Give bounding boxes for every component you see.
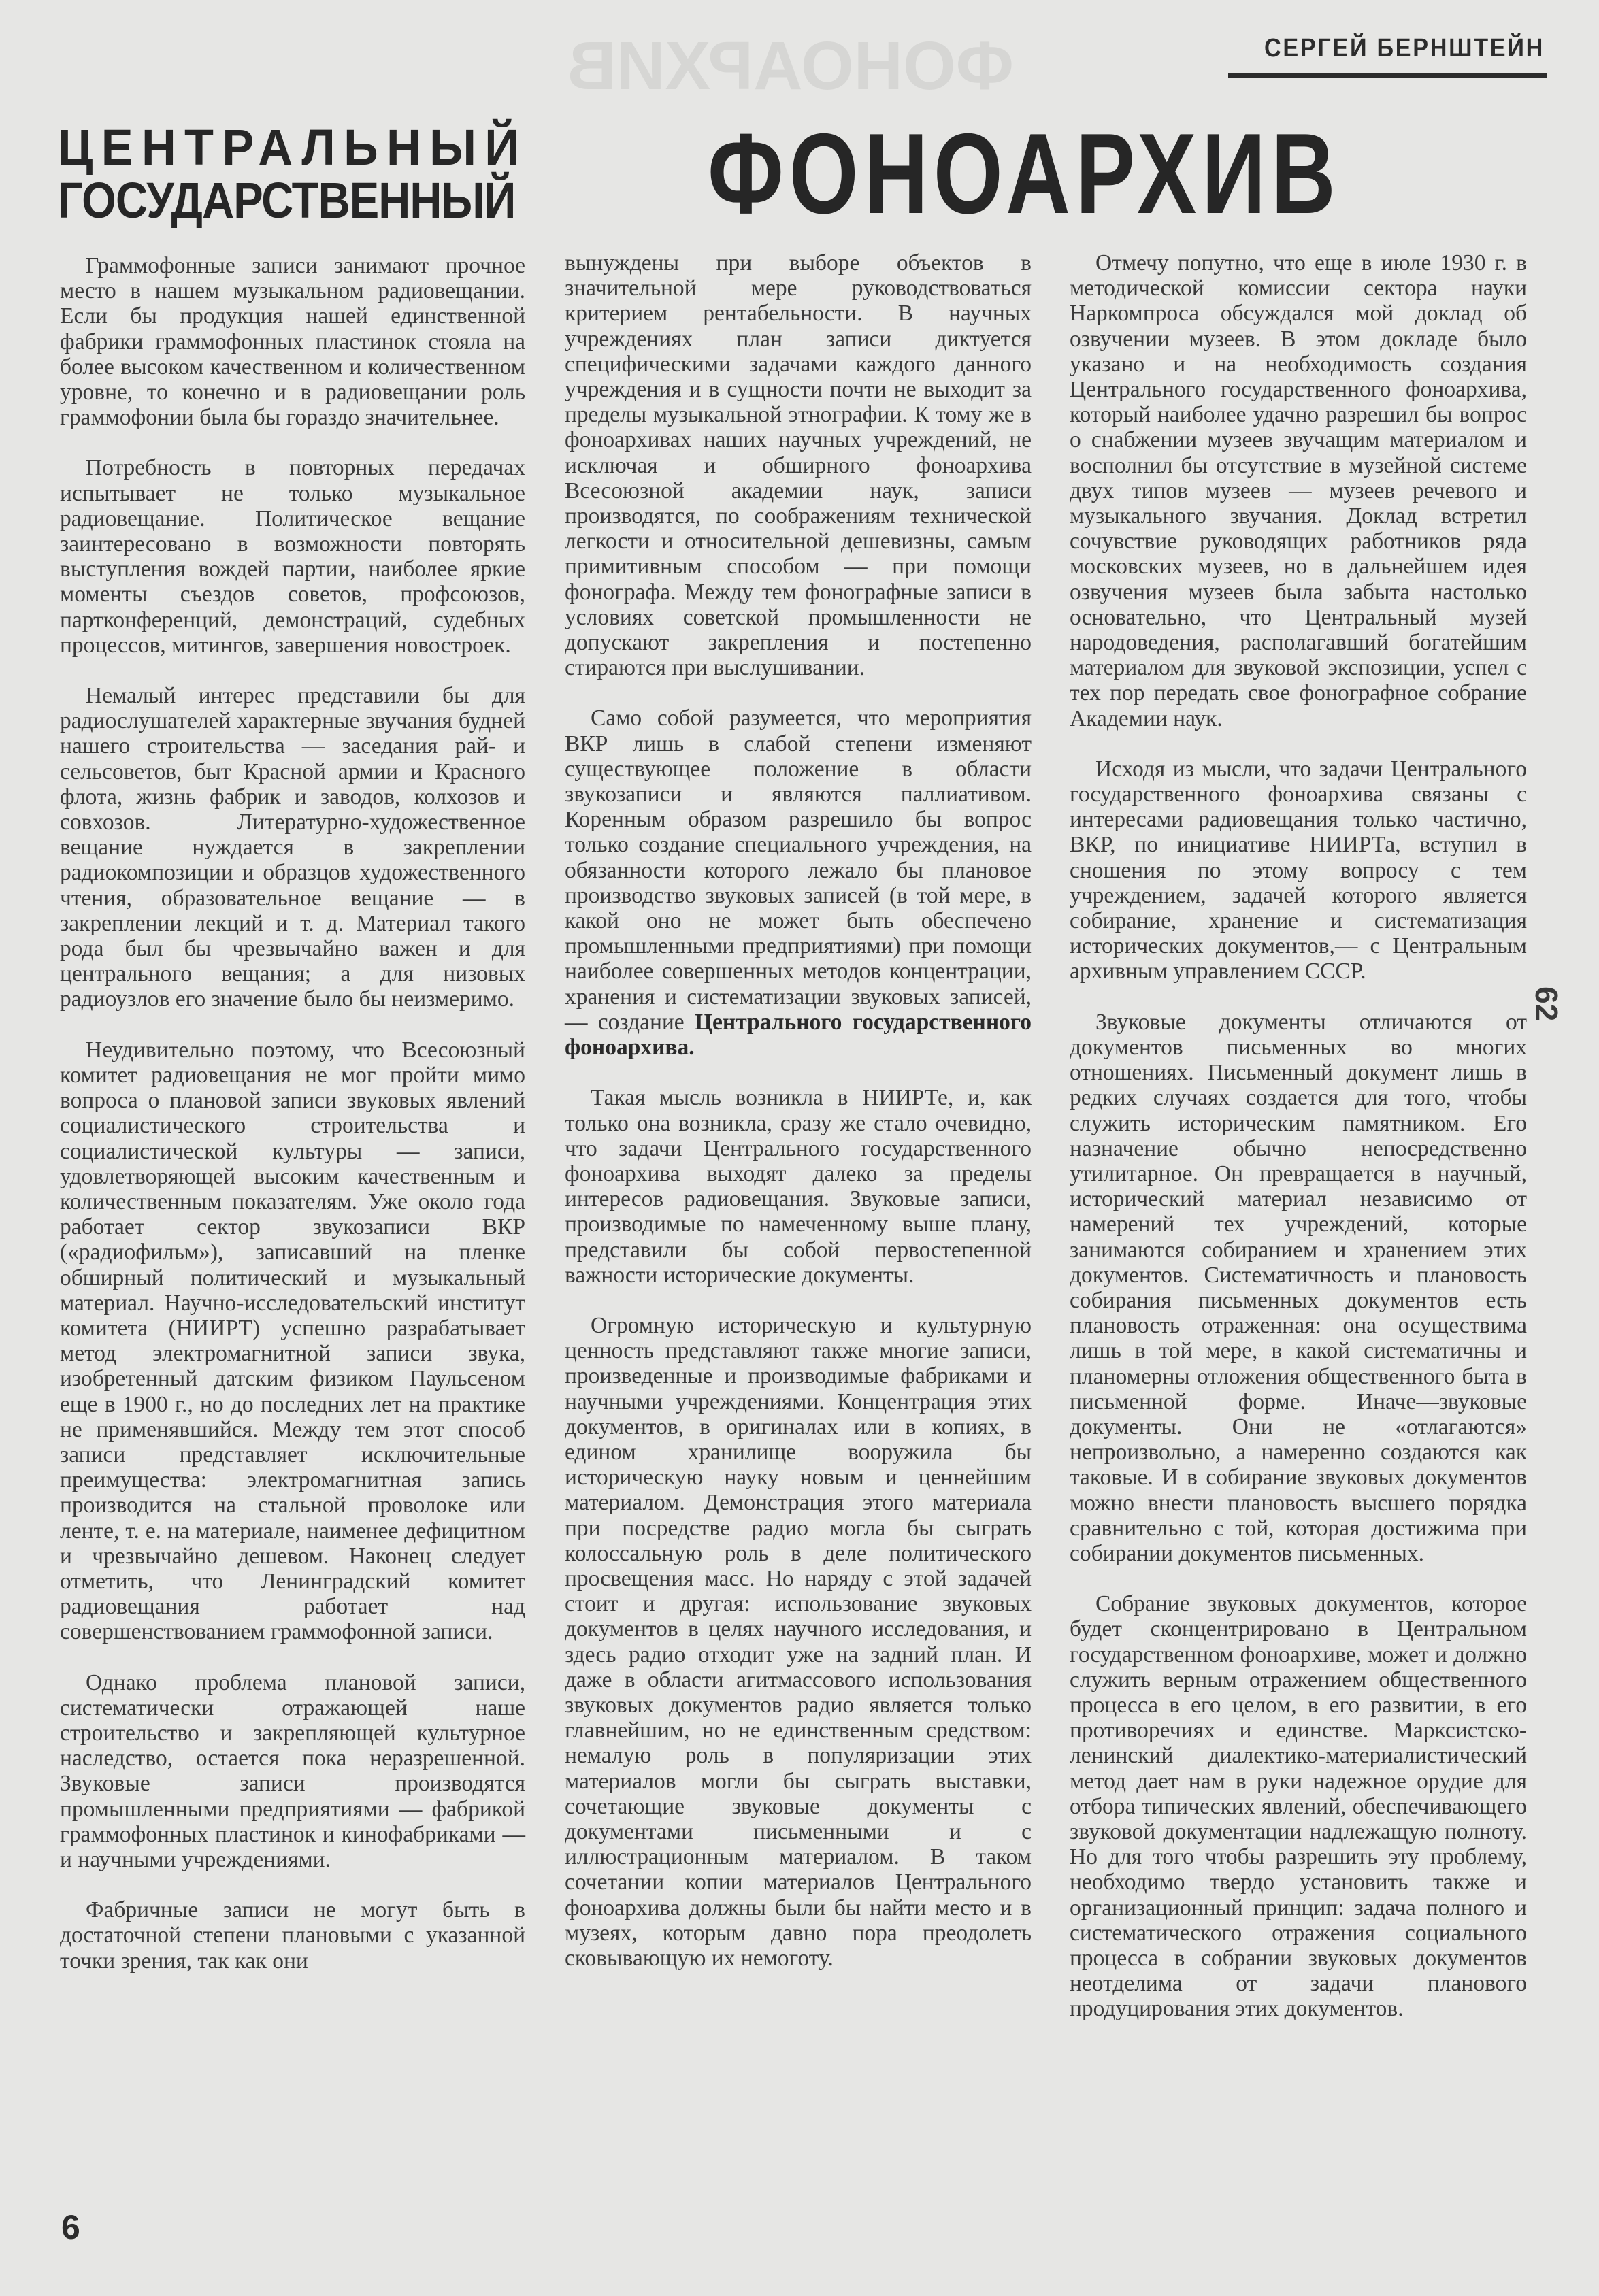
bleed-through-text: ФОНОАРХИВ: [567, 28, 1014, 104]
emphasis-text: Центрального государственного фоноархива.: [565, 1009, 1032, 1061]
paragraph: Отмечу попутно, что еще в июле 1930 г. в методической комиссии сектора науки Наркомпроса обсуждался мой доклад об озвучении музеев. В этом докладе было указано и на необходимость создания Центрального государственного фоноархива, который наиболее удачно разрешил бы вопрос о снабжении музеев звучащим материалом и восполнил бы отсутствие в музейной системе двух типов музеев — музеев речевого и музыкального звучания. Доклад встретил сочувствие руководящих работников ряда московских музеев, но в дальнейшем идея озвучения музеев была забыта настолько основательно, что Центральный музей народоведения, располагавший богатейшим материалом для звуковой экспозиции, успел с тех пор передать свое фонографное собрание Академии наук.: [1070, 250, 1527, 731]
byline-underline: [1228, 73, 1547, 78]
page-number: 6: [61, 2208, 80, 2246]
paragraph: Фабричные записи не могут быть в достаточной степени плановыми с указанной точки зрения, так как они: [60, 1897, 525, 1974]
paragraph: Звуковые документы отличаются от документов письменных во многих отношениях. Письменный документ лишь в редких случаях создается для того, чтобы служить историческим памятником. Его назначение обычно непосредственно утилитарное. Он превращается в научный, исторический материал независимо от намерений тех учреждений, которые занимаются собиранием и хранением этих документов. Систематичность и плановость собирания письменных документов есть плановость отраженная: она осуществима лишь в той мере, в какой систематичны и планомерны отложения общественного быта в письменной форме. Иначе—звуковые документы. Они не «отлагаются» непроизвольно, а намеренно создаются как таковые. И в собирание звуковых документов можно внести плановость высшего порядка сравнительно с той, которая достижима при собирании документов письменных.: [1070, 1009, 1527, 1566]
paragraph-continued: вынуждены при выборе объектов в значительной мере руководствоваться критерием рентабельности. В научных учреждениях план записи диктуется специфическими задачами каждого данного учреждения и в сущности почти не выходит за пределы музыкальной этнографии. К тому же в фоноархивах наших научных учреждений, не исключая и обширного фоноархива Всесоюзной академии наук, записи производятся, по соображениям технической легкости и относительной дешевизны, самым примитивным способом — при помощи фонографа. Между тем фонографные записи в условиях советской промышленности не допускают закрепления и постепенно стираются при выслушивании.: [565, 250, 1032, 681]
paragraph: Огромную историческую и культурную ценность представляют также многие записи, произведенные и производимые фабриками и научными учреждениями. Концентрация этих документов, в оригиналах или в копиях, в едином хранилище вооружила бы историческую науку новым и ценнейшим материалом. Демонстрация этого материала при посредстве радио могла бы сыграть колоссальную роль в деле политического просвещения масс. Но наряду с этой задачей стоит и другая: использование звуковых документов в целях научного исследования, и здесь радио отходит уже на задний план. И даже в области агитмассового использования звуковых документов радио является только главнейшим, но не единственным средством: немалую роль в популяризации этих материалов могли бы сыграть выставки, сочетающие звуковые документы с документами письменными и с иллюстрационным материалом. В таком сочетании копии материалов Центрального фоноархива должны были бы найти место и в музеях, которым давно пора преодолеть сковывающую их немоготу.: [565, 1312, 1032, 1971]
text-column-2: [565, 250, 1032, 1996]
title-line-1: ЦЕНТРАЛЬНЫЙ: [58, 119, 528, 176]
paragraph: Собрание звуковых документов, которое будет сконцентрировано в Центральном государственном фоноархиве, может и должно служить верным отражением общественного процесса в его целом, в его развитии, в его противоречиях и единстве. Марксистско-ленинский диалектико-материалистический метод дает нам в руки надежное орудие для отбора типических явлений, обеспечивающего звуковой документации надлежащую полноту. Но для того чтобы разрешить эту проблему, необходимо твердо установить также и организационный принцип: задача полного и систематического отражения социального процесса в собрании звуковых документов неотделима от задачи планового продуцирования этих документов.: [1070, 1591, 1527, 2022]
text-column-3: [1070, 250, 1527, 2047]
article-title-main: ФОНОАРХИВ: [708, 110, 1341, 237]
article-title-prefix: [58, 121, 657, 227]
paragraph: Потребность в повторных передачах испытывает не только музыкальное радиовещание. Политическое вещание заинтересовано в возможности повторять выступления вождей партии, наиболее яркие моменты съездов советов, профсоюзов, партконференций, демонстраций, судебных процессов, митингов, завершения новостроек.: [60, 455, 525, 658]
paragraph: Исходя из мысли, что задачи Центрального государственного фоноархива связаны с интересами радиовещания только частично, ВКР, по инициативе НИИРТа, вступил в сношения по этому вопросу с тем учреждением, задачей которого является собирание, хранение и систематизация исторических документов,— с Центральным архивным управлением СССР.: [1070, 756, 1527, 984]
author-byline: СЕРГЕЙ БЕРНШТЕЙН: [1264, 34, 1545, 63]
margin-mark: 62: [1529, 986, 1564, 1022]
paragraph: [565, 705, 1032, 1060]
text-column-1: [60, 253, 525, 1999]
paragraph: Граммофонные записи занимают прочное место в нашем музыкальном радиовещании. Если бы продукция нашей единственной фабрики граммофонных пластинок стояла на более высоком качественном и количественном уровне, то конечно и в радиовещании роль граммофонии была бы гораздо значительнее.: [60, 253, 525, 431]
paragraph-text: Само собой разумеется, что мероприятия ВКР лишь в слабой степени изменяют существующее положение в области звукозаписи и являются паллиативом. Коренным образом разрешило бы вопрос только создание специального учреждения, на обязанности которого лежало бы плановое производство звуковых записей (в той мере, в какой оно не может быть обеспечено промышленными предприятиями) при помощи наиболее совершенных методов концентрации, хранения и систематизации звуковых записей,— создание: [565, 705, 1032, 1035]
paragraph: Неудивительно поэтому, что Всесоюзный комитет радиовещания не мог пройти мимо вопроса о плановой записи звуковых явлений социалистического строительства и социалистической культуры — записи, удовлетворяющей высоким качественным и количественным показателям. Уже около года работает сектор звукозаписи ВКР («радиофильм»), записавший на пленке обширный политический и музыкальный материал. Научно-исследовательский институт комитета (НИИРТ) успешно разрабатывает метод электромагнитной записи звука, изобретенный датским физиком Паульсеном еще в 1900 г., но до последних лет на практике не применявшийся. Между тем этот способ записи представляет исключительные преимущества: электромагнитная запись производится на стальной проволоке или ленте, т. е. на материале, наименее дефицитном и чрезвычайно дешевом. Наконец следует отметить, что Ленинградский комитет радиовещания работает над совершенствованием граммофонной записи.: [60, 1037, 525, 1645]
paragraph: Такая мысль возникла в НИИРТе, и, как только она возникла, сразу же стало очевидно, что задачи Центрального государственного фоноархива выходят далеко за пределы интересов радиовещания. Звуковые записи, производимые по намеченному выше плану, представили бы собой первостепенной важности исторические документы.: [565, 1085, 1032, 1288]
paragraph: Немалый интерес представили бы для радиослушателей характерные звучания будней нашего строительства — заседания рай- и сельсоветов, быт Красной армии и Красного флота, жизнь фабрик и заводов, колхозов и совхозов. Литературно-художественное вещание нуждается в закреплении радиокомпозиции и образцов художественного чтения, образовательное вещание — в закреплении лекций и т. д. Материал такого рода был бы чрезвычайно важен и для центрального вещания; а для низовых радиоузлов его значение было бы неизмеримо.: [60, 683, 525, 1012]
paragraph: Однако проблема плановой записи, систематически отражающей наше строительство и закрепляющей культурное наследство, остается пока неразрешенной. Звуковые записи производятся промышленными предприятиями — фабрикой граммофонных пластинок и кинофабриками — и научными учреждениями.: [60, 1669, 525, 1872]
title-line-2: ГОСУДАРСТВЕННЫЙ: [58, 172, 516, 229]
